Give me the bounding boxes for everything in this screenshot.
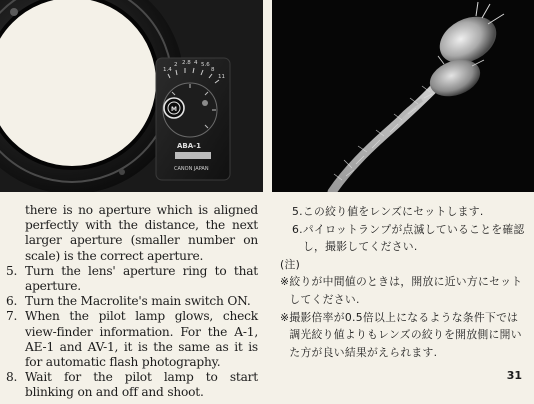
english-step-list <box>6 264 258 401</box>
svg-text:2.8: 2.8 <box>182 60 191 66</box>
note-text: 絞りが中間値のときは，開放に近い方にセットしてください. <box>289 275 523 306</box>
macrolite-photo <box>0 0 263 192</box>
step-text: この絞り値をレンズにセットします. <box>302 205 484 218</box>
svg-text:5.6: 5.6 <box>201 62 210 68</box>
list-item <box>6 309 258 370</box>
step-number: 6. <box>6 294 18 309</box>
list-item <box>6 370 258 400</box>
step-number: 8. <box>6 370 18 385</box>
svg-text:M: M <box>171 106 177 113</box>
model-label: ABA-1 <box>177 142 201 150</box>
list-item <box>6 294 258 309</box>
svg-text:4: 4 <box>194 60 198 66</box>
step-number: 5. <box>292 205 303 218</box>
macrolite-illustration <box>0 0 263 192</box>
kanji-label-plate <box>175 152 211 159</box>
japanese-instructions <box>280 203 526 361</box>
list-item <box>280 203 526 221</box>
step-number: 6. <box>292 222 303 236</box>
list-item <box>280 273 526 308</box>
note-mark: ※ <box>280 275 290 289</box>
step-text: パイロットランプが点滅していることを確認し，撮影してください. <box>302 222 525 254</box>
list-item <box>280 221 526 256</box>
list-item <box>6 264 258 294</box>
cactus-illustration <box>272 0 534 192</box>
cactus-macro-photo <box>272 0 534 192</box>
note-text: 撮影倍率が0.5倍以上になるような条件下では調光絞り値よりもレンズの絞りを開放側に開いた方が良い結果がえられます. <box>289 310 522 359</box>
step-number: 5. <box>6 263 18 278</box>
pilot-lamp <box>202 100 208 106</box>
svg-text:1.4: 1.4 <box>163 67 172 73</box>
brand-label: CANON JAPAN <box>174 166 209 172</box>
step-text: When the pilot lamp glows, check view-finder information. For the A-1, AE-1 and AV-1, it is the same as it is for automatic flash photography. <box>25 309 258 370</box>
english-instructions <box>6 203 258 401</box>
page-number: 31 <box>506 369 522 382</box>
note-mark: ※ <box>280 310 290 324</box>
step-text: Turn the lens' aperture ring to that aperture. <box>25 263 258 294</box>
step-text: Turn the Macrolite's main switch ON. <box>25 294 251 309</box>
note-heading: (注) <box>280 257 301 271</box>
step-text: Wait for the pilot lamp to start blinking on and off and shoot. <box>25 370 258 400</box>
step-number: 7. <box>6 309 18 324</box>
list-item <box>280 309 526 362</box>
svg-text:8: 8 <box>211 67 215 73</box>
svg-text:2: 2 <box>174 62 178 68</box>
svg-text:11: 11 <box>218 74 225 80</box>
continuation-paragraph: there is no aperture which is aligned perfectly with the distance, the next larger aperture (smaller number on scale) is the correct aperture. <box>25 203 258 263</box>
